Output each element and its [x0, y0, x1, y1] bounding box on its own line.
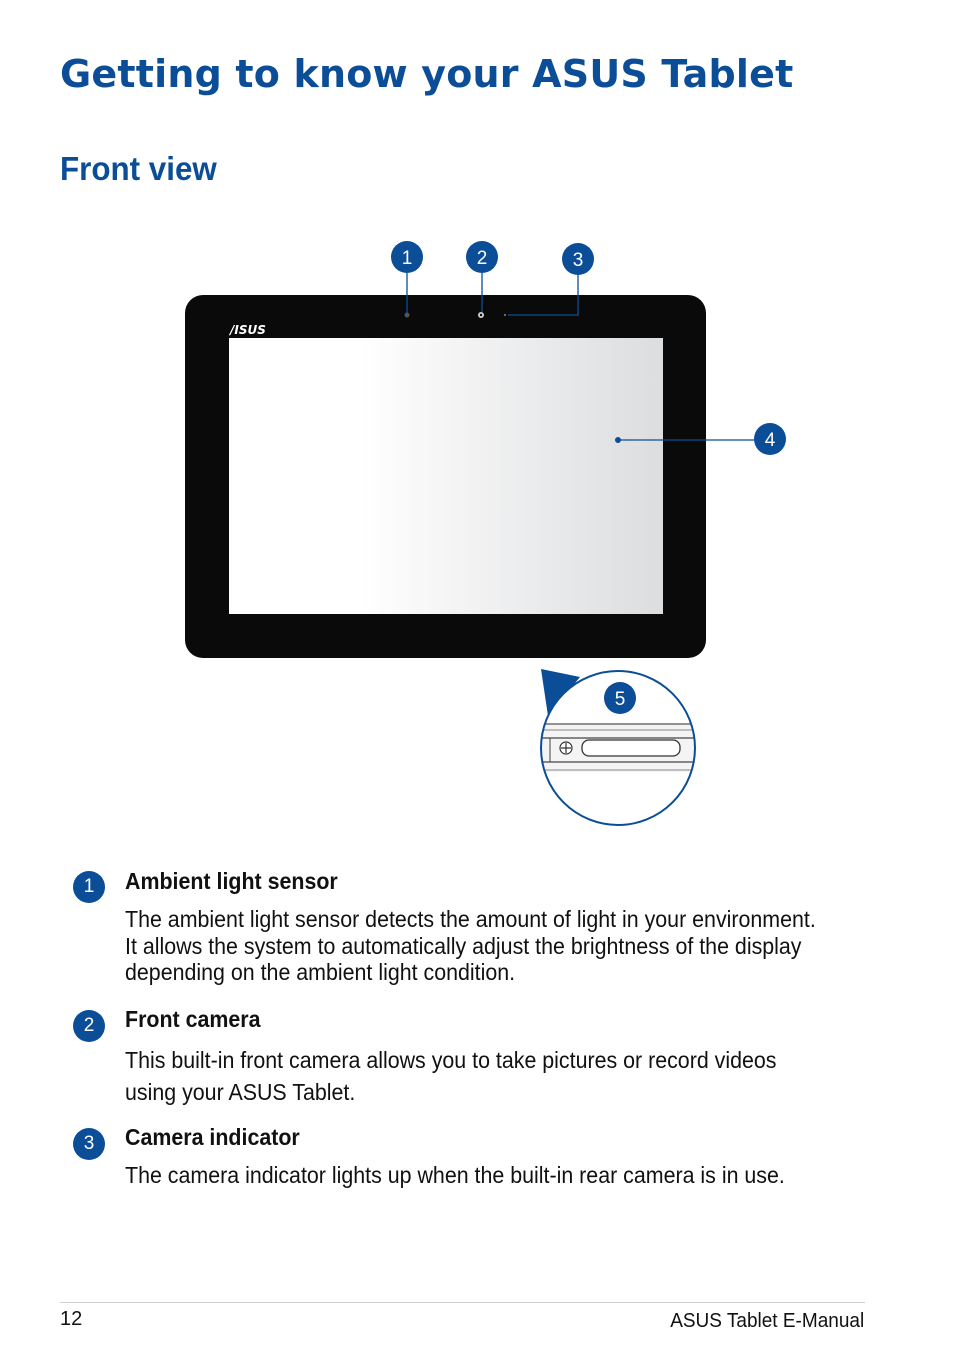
- callout-3: [562, 243, 594, 275]
- callout-4: [754, 423, 786, 455]
- footer-divider: [60, 1302, 865, 1303]
- camera-indicator: [504, 314, 506, 316]
- item-number-badge: 1: [73, 871, 105, 903]
- section-title: Front view: [60, 150, 217, 187]
- svg-text:3: 3: [572, 250, 584, 271]
- item-number-badge: 2: [73, 1010, 105, 1042]
- svg-text:5: 5: [614, 689, 626, 710]
- item-description: The camera indicator lights up when the built-in rear camera is in use.: [125, 1162, 785, 1188]
- svg-text:1: 1: [401, 248, 413, 269]
- tablet-front-view-diagram: [0, 230, 954, 840]
- item-description: This built-in front camera allows you to take pictures or record videos using your ASUS Tablet.: [125, 1047, 777, 1105]
- callout-5: [604, 682, 636, 714]
- item-title: Camera indicator: [125, 1124, 300, 1150]
- item-number-badge: 3: [73, 1128, 105, 1160]
- svg-text:2: 2: [476, 248, 488, 269]
- svg-text:4: 4: [764, 430, 776, 451]
- page-title: Getting to know your ASUS Tablet: [60, 52, 794, 96]
- page-number: 12: [60, 1308, 83, 1330]
- ambient-light-sensor: [405, 313, 410, 318]
- item-description: The ambient light sensor detects the amount of light in your environment. It allows the system to automatically adjust the brightness of the display depending on the ambient light condition.: [125, 906, 816, 985]
- microsd-slot: [582, 740, 680, 756]
- callout-1: [391, 241, 423, 273]
- item-title: Ambient light sensor: [125, 868, 338, 894]
- item-title: Front camera: [125, 1006, 261, 1032]
- callout-2: [466, 241, 498, 273]
- asus-logo: /ISUS: [230, 323, 266, 337]
- manual-name: ASUS Tablet E-Manual: [670, 1310, 864, 1332]
- tablet-screen: [229, 338, 663, 614]
